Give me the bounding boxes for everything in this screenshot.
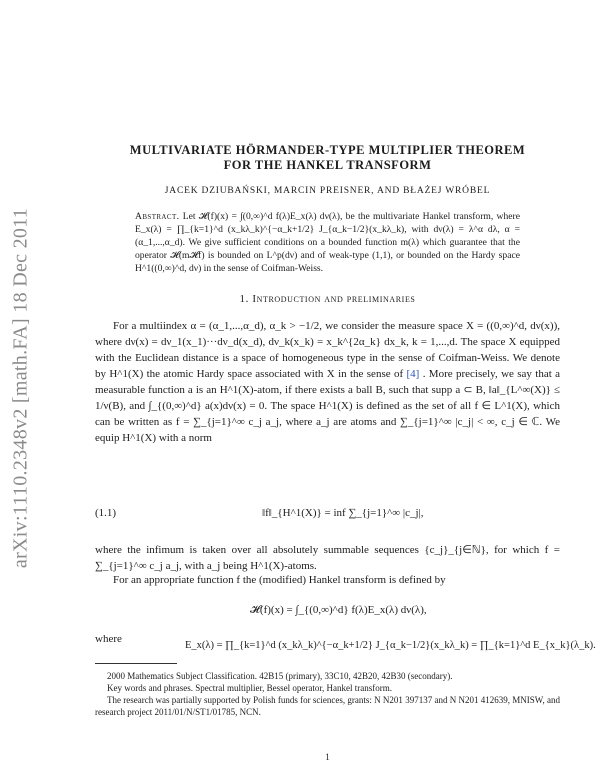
page-number: 1 <box>325 752 330 762</box>
equation-norm: ‖f‖_{H^1(X)} = inf ∑_{j=1}^∞ |c_j|, <box>262 507 424 519</box>
abstract <box>135 210 520 275</box>
footnote-classification: 2000 Mathematics Subject Classification. 42B15 (primary), 33C10, 42B20, 42B30 (secondary). <box>107 671 453 681</box>
abstract-label: Abstract. <box>135 211 180 222</box>
arxiv-identifier: arXiv:1110.2348v2 [math.FA] 18 Dec 2011 <box>9 207 32 569</box>
paper-title-line-2: FOR THE HANKEL TRANSFORM <box>223 158 432 172</box>
paragraph-intro <box>95 318 560 483</box>
equation-kernel: E_x(λ) = ∏_{k=1}^d (x_kλ_k)^{−α_k+1/2} J_{α_k−1/2}(x_kλ_k) = ∏_{k=1}^d E_{x_k}(λ_k). <box>185 640 596 651</box>
paragraph-intro-text: For a multiindex α = (α_1,...,α_d), α_k > −1/2, we consider the measure space X = ((0,∞)^d, dν(x)), where dν(x) = dν_1(x_1)···dν_d(x_d), dν_k(x_k) = x_k^{2α_k} dx_k, k = 1,...,d. The space X equipped with the Euclidean distance is a space of homogeneous type in the sense of Coifman-Weiss. We denote by H^1(X) the atomic Hardy space associated with X in the sense of <box>95 320 560 380</box>
paragraph-infimum: where the infimum is taken over all absolutely summable sequences {c_j}_{j∈ℕ}, for which f = ∑_{j=1}^∞ c_j a_j, with a_j being H^1(X)-atoms. <box>95 544 560 572</box>
footnote-funding: The research was partially supported by Polish funds for sciences, grants: N N201 397137 and N N201 412639, MNISW, and research project 2011/01/N/ST1/01785, NCN. <box>95 695 560 717</box>
where-label: where <box>95 633 122 645</box>
arxiv-sidebar-stamp <box>0 0 42 776</box>
author-list: JACEK DZIUBAŃSKI, MARCIN PREISNER, AND BŁAŻEJ WRÓBEL <box>164 186 491 196</box>
paper-title-line-1: MULTIVARIATE HÖRMANDER-TYPE MULTIPLIER THEOREM <box>129 143 526 157</box>
citation-link[interactable]: [4] <box>406 368 420 380</box>
abstract-text: Let 𝓗(f)(x) = ∫(0,∞)^d f(λ)E_x(λ) dν(λ), be the multivariate Hankel transform, where E_x(λ) = ∏_{k=1}^d (x_kλ_k)^{−α_k+1/2} J_{α_k−1/2}(x_kλ_k), with dν(λ) = λ^α dλ, α = (α_1,...,α_d). We give sufficient conditions on a bounded function m(λ) which guarantee that the operator 𝓗(m𝓗f) is bounded on L^p(dν) and of weak-type (1,1), or bounded on the Hardy space H^1((0,∞)^d, dν) in the sense of Coifman-Weiss. <box>135 211 520 274</box>
equation-number: (1.1) <box>95 507 117 519</box>
footnote-keywords: Key words and phrases. Spectral multiplier, Bessel operator, Hankel transform. <box>107 683 392 693</box>
equation-hankel-transform: 𝓗(f)(x) = ∫_{(0,∞)^d} f(λ)E_x(λ) dν(λ), <box>250 604 427 616</box>
paragraph-hankel-intro: For an appropriate function f the (modified) Hankel transform is defined by <box>113 574 446 586</box>
section-heading: 1. Introduction and preliminaries <box>239 293 416 305</box>
footnote-rule <box>95 663 177 664</box>
paragraph-intro-continued: . More precisely, we say that a measurable function a is an H^1(X)-atom, if there exists a ball B, such that supp a ⊂ B, ‖a‖_{L^∞(X)} ≤ 1/ν(B), and ∫_{(0,∞)^d} a(x)dν(x) = 0. The space H^1(X) is defined as the set of all f ∈ L^1(X), which can be written as f = ∑_{j=1}^∞ c_j a_j, where a_j are atoms and ∑_{j=1}^∞ |c_j| < ∞, c_j ∈ ℂ. We equip H^1(X) with a norm <box>95 368 561 444</box>
